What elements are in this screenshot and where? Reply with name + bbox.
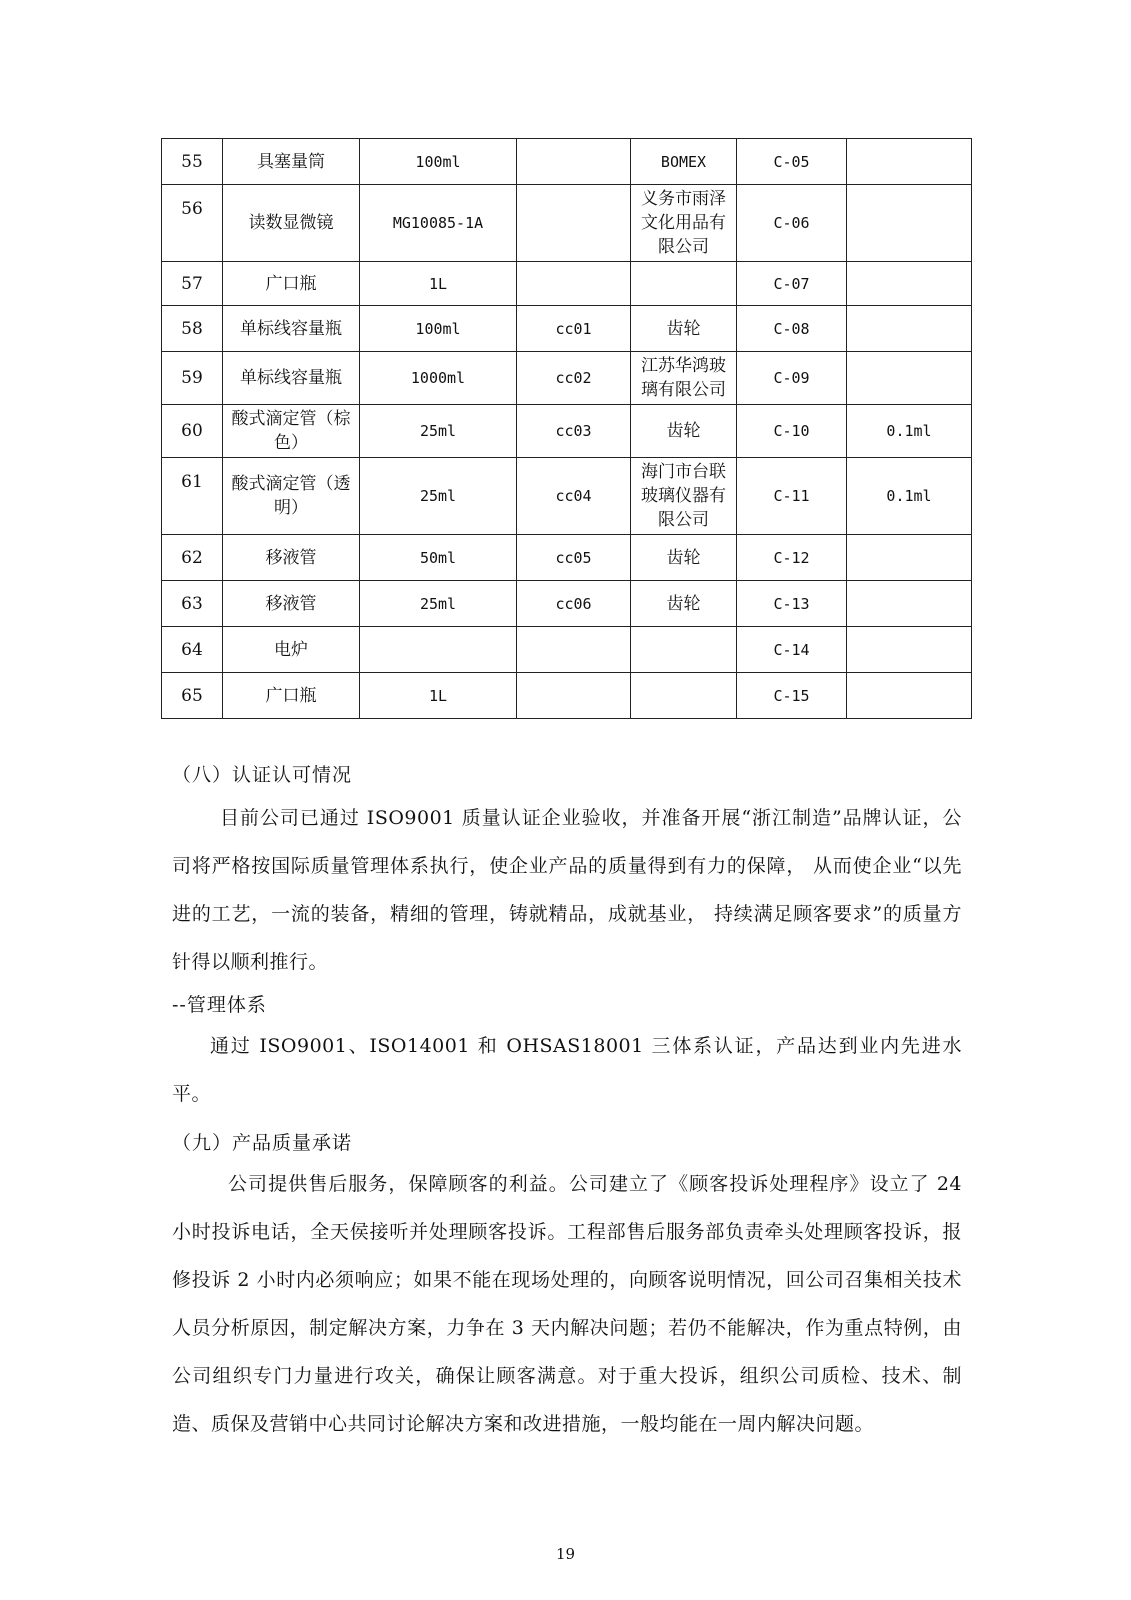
cell-id: C-07 bbox=[737, 262, 847, 306]
cell-no: 57 bbox=[162, 262, 223, 306]
cell-spec: 1000ml bbox=[360, 352, 517, 405]
cell-name: 单标线容量瓶 bbox=[223, 352, 360, 405]
cell-spec: 25ml bbox=[360, 405, 517, 458]
table-row bbox=[162, 581, 972, 627]
table-row bbox=[162, 405, 972, 458]
cell-no: 58 bbox=[162, 306, 223, 352]
cell-maker: 齿轮 bbox=[631, 535, 737, 581]
page-number: 19 bbox=[555, 1545, 576, 1563]
cell-maker bbox=[631, 673, 737, 719]
cell-precision bbox=[847, 627, 972, 673]
cell-no: 64 bbox=[162, 627, 223, 673]
cell-name: 单标线容量瓶 bbox=[223, 306, 360, 352]
cell-maker: 齿轮 bbox=[631, 581, 737, 627]
cell-spec: 50ml bbox=[360, 535, 517, 581]
cell-name: 读数显微镜 bbox=[223, 185, 360, 262]
section9-heading: （九）产品质量承诺 bbox=[172, 1132, 353, 1154]
cell-maker: BOMEX bbox=[631, 139, 737, 185]
table-row bbox=[162, 262, 972, 306]
cell-no: 62 bbox=[162, 535, 223, 581]
cell-maker: 齿轮 bbox=[631, 306, 737, 352]
cell-no: 55 bbox=[162, 139, 223, 185]
cell-no: 65 bbox=[162, 673, 223, 719]
cell-name: 移液管 bbox=[223, 535, 360, 581]
management-system-subheading: --管理体系 bbox=[172, 994, 267, 1016]
cell-maker: 江苏华鸿玻璃有限公司 bbox=[631, 352, 737, 405]
cell-no: 56 bbox=[162, 185, 223, 262]
cell-code: cc05 bbox=[517, 535, 631, 581]
cell-code: cc02 bbox=[517, 352, 631, 405]
cell-precision bbox=[847, 185, 972, 262]
cell-precision: 0.1ml bbox=[847, 458, 972, 535]
cell-name: 电炉 bbox=[223, 627, 360, 673]
cell-precision bbox=[847, 535, 972, 581]
cell-no: 63 bbox=[162, 581, 223, 627]
cell-precision: 0.1ml bbox=[847, 405, 972, 458]
cell-precision bbox=[847, 139, 972, 185]
cell-spec: 1L bbox=[360, 262, 517, 306]
cell-id: C-08 bbox=[737, 306, 847, 352]
cell-code bbox=[517, 185, 631, 262]
cell-code bbox=[517, 262, 631, 306]
cell-spec bbox=[360, 627, 517, 673]
cell-id: C-10 bbox=[737, 405, 847, 458]
table-row bbox=[162, 139, 972, 185]
cell-precision bbox=[847, 673, 972, 719]
cell-name: 酸式滴定管（棕色） bbox=[223, 405, 360, 458]
cell-spec: 100ml bbox=[360, 306, 517, 352]
cell-precision bbox=[847, 262, 972, 306]
cell-code bbox=[517, 627, 631, 673]
cell-maker: 海门市台联玻璃仪器有限公司 bbox=[631, 458, 737, 535]
cell-id: C-11 bbox=[737, 458, 847, 535]
cell-name: 移液管 bbox=[223, 581, 360, 627]
table-row bbox=[162, 185, 972, 262]
table-row bbox=[162, 627, 972, 673]
table-row bbox=[162, 673, 972, 719]
cell-spec: 100ml bbox=[360, 139, 517, 185]
table-row bbox=[162, 458, 972, 535]
section8-heading: （八）认证认可情况 bbox=[172, 764, 353, 786]
cell-maker bbox=[631, 262, 737, 306]
cell-no: 60 bbox=[162, 405, 223, 458]
cell-no: 59 bbox=[162, 352, 223, 405]
table-row bbox=[162, 535, 972, 581]
cell-code bbox=[517, 673, 631, 719]
cell-id: C-06 bbox=[737, 185, 847, 262]
cell-spec: 1L bbox=[360, 673, 517, 719]
management-system-paragraph: 通过 ISO9001、ISO14001 和 OHSAS18001 三体系认证，产品达到业内先进水平。 bbox=[172, 1035, 962, 1105]
cell-id: C-09 bbox=[737, 352, 847, 405]
equipment-table bbox=[161, 138, 972, 719]
table-row bbox=[162, 306, 972, 352]
cell-precision bbox=[847, 352, 972, 405]
cell-id: C-13 bbox=[737, 581, 847, 627]
cell-precision bbox=[847, 581, 972, 627]
cell-maker: 义务市雨泽文化用品有限公司 bbox=[631, 185, 737, 262]
cell-id: C-15 bbox=[737, 673, 847, 719]
cell-name: 广口瓶 bbox=[223, 673, 360, 719]
cell-maker: 齿轮 bbox=[631, 405, 737, 458]
cell-code bbox=[517, 139, 631, 185]
cell-spec: MG10085-1A bbox=[360, 185, 517, 262]
cell-code: cc06 bbox=[517, 581, 631, 627]
cell-id: C-05 bbox=[737, 139, 847, 185]
cell-precision bbox=[847, 306, 972, 352]
cell-name: 酸式滴定管（透明） bbox=[223, 458, 360, 535]
cell-maker bbox=[631, 627, 737, 673]
cell-code: cc04 bbox=[517, 458, 631, 535]
cell-no: 61 bbox=[162, 458, 223, 535]
section9-paragraph: 公司提供售后服务，保障顾客的利益。公司建立了《顾客投诉处理程序》设立了 24 小时投诉电话，全天侯接听并处理顾客投诉。工程部售后服务部负责牵头处理顾客投诉，报修投诉 2 小时内必须响应；如果不能在现场处理的，向顾客说明情况，回公司召集相关技术人员分析原因，制定解决方案，力争在 3 天内解决问题；若仍不能解决，作为重点特例，由公司组织专门力量进行攻关，确保让顾客满意。对于重大投诉，组织公司质检、技术、制造、质保及营销中心共同讨论解决方案和改进措施，一般均能在一周内解决问题。 bbox=[172, 1173, 962, 1435]
cell-code: cc01 bbox=[517, 306, 631, 352]
cell-spec: 25ml bbox=[360, 581, 517, 627]
cell-code: cc03 bbox=[517, 405, 631, 458]
section8-paragraph: 目前公司已通过 ISO9001 质量认证企业验收，并准备开展“浙江制造”品牌认证，公司将严格按国际质量管理体系执行，使企业产品的质量得到有力的保障， 从而使企业“以先进的工艺，一流的装备，精细的管理，铸就精品，成就基业， 持续满足顾客要求”的质量方针得以顺利推行。 bbox=[172, 807, 962, 973]
cell-name: 广口瓶 bbox=[223, 262, 360, 306]
table-row bbox=[162, 352, 972, 405]
cell-id: C-12 bbox=[737, 535, 847, 581]
cell-id: C-14 bbox=[737, 627, 847, 673]
cell-spec: 25ml bbox=[360, 458, 517, 535]
cell-name: 具塞量筒 bbox=[223, 139, 360, 185]
